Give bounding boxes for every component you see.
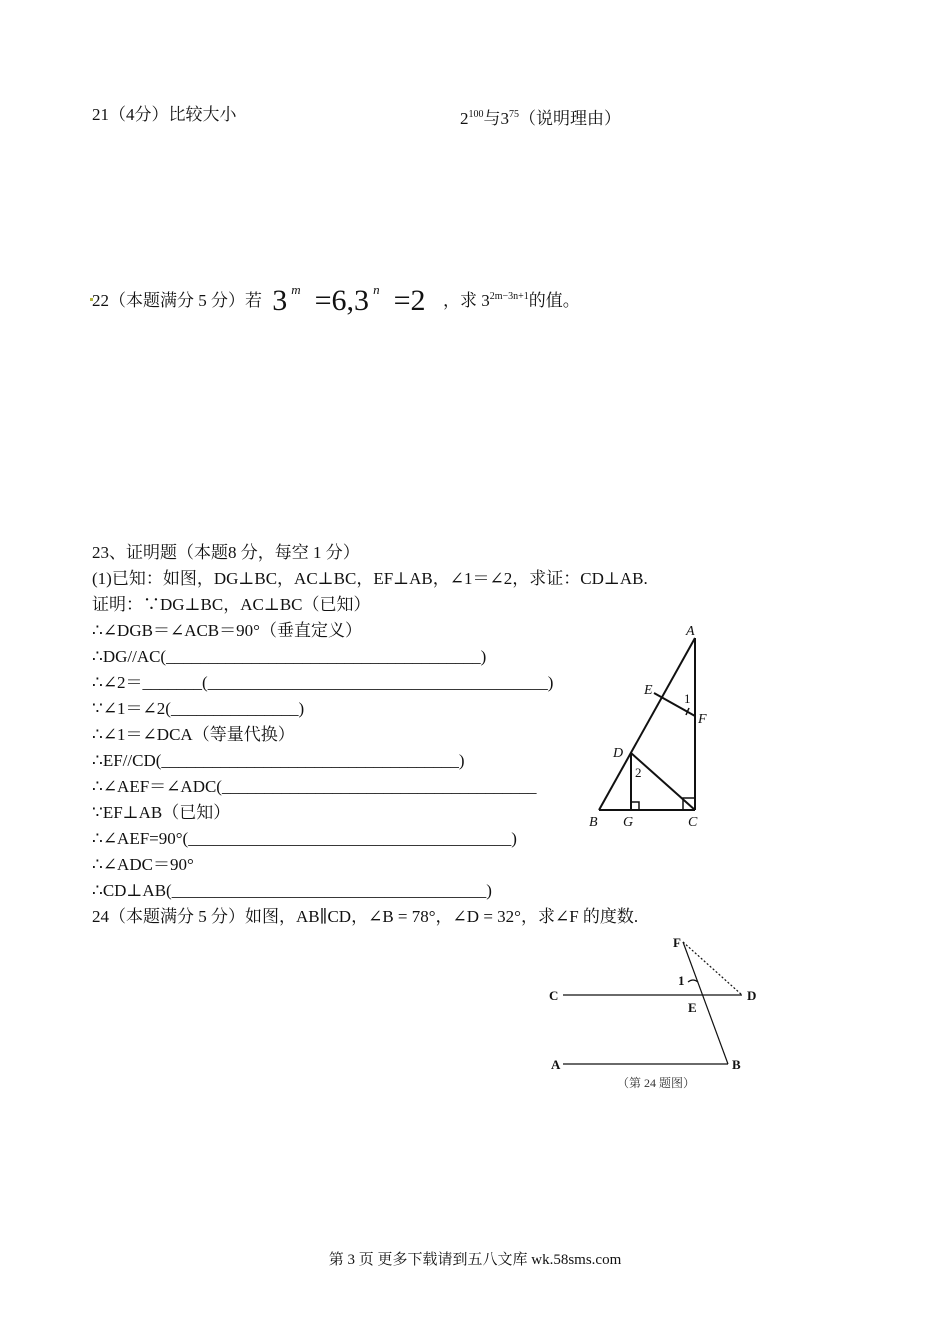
- q22-label: 22（本题满分 5 分）若: [92, 291, 262, 310]
- q24-text: 24（本题满分 5 分）如图，AB∥CD，∠B = 78°，∠D = 32°，求∠F 的度数.: [92, 907, 639, 926]
- page-footer: 第 3 页 更多下载请到五八文库 wk.58sms.com: [328, 1252, 622, 1268]
- fig24-label-A: A: [551, 1057, 561, 1072]
- q22-ask-pre: ，求 3: [442, 291, 490, 310]
- q23-line-10: ∴∠AEF=90°(______________________________________): [92, 829, 517, 848]
- q21-label: 21（4分）比较大小: [92, 105, 237, 124]
- fig24-label-B: B: [732, 1057, 741, 1072]
- q23-line-11: ∴∠ADC＝90°: [92, 855, 194, 874]
- q23-figure: [585, 620, 725, 832]
- q23-line-4: ∴∠2＝_______(________________________________________): [92, 673, 554, 692]
- fig24-caption: （第 24 题图）: [617, 1076, 696, 1090]
- q21-tail: （说明理由）: [519, 109, 621, 128]
- q23-line-2: ∴∠DGB＝∠ACB＝90°（垂直定义）: [92, 621, 362, 640]
- fig23-label-F: F: [698, 712, 707, 727]
- fig24-label-D: D: [747, 988, 757, 1003]
- fig24-label-F: F: [673, 935, 681, 950]
- q23-line-6: ∴∠1＝∠DCA（等量代换）: [92, 725, 295, 744]
- q23-title: 23、证明题（本题8 分，每空 1 分）: [92, 543, 360, 562]
- fig23-label-E: E: [644, 683, 653, 698]
- fig23-label-G: G: [623, 815, 634, 830]
- fig23-angle-1: 1: [684, 691, 691, 706]
- fig24-label-E: E: [688, 1000, 697, 1015]
- q22: [92, 270, 580, 317]
- q22-ask-exp: 2m−3n+1: [489, 291, 529, 302]
- q23-line-9: ∵EF⊥AB（已知）: [92, 803, 231, 822]
- q21-base2: 3: [500, 109, 509, 128]
- q23-line-12: ∴CD⊥AB(_____________________________________): [92, 881, 492, 900]
- q23-line-7: ∴EF//CD(___________________________________): [92, 751, 465, 770]
- q21-mid: 与: [483, 109, 501, 128]
- q23-line-3: ∴DG//AC(_____________________________________): [92, 647, 487, 666]
- q21-exp2: 75: [509, 109, 519, 120]
- q23-line-1: 证明：∵DG⊥BC，AC⊥BC（已知）: [92, 595, 371, 614]
- fig24-angle-1: 1: [678, 973, 685, 988]
- q21-expression: [460, 104, 621, 130]
- q21-base1: 2: [460, 109, 469, 128]
- q22-equation: 3 $^m$ =6,3 $^n$ =2: [272, 282, 426, 317]
- fig23-label-C: C: [688, 815, 698, 830]
- fig23-label-D: D: [613, 746, 624, 761]
- fig23-label-B: B: [589, 815, 598, 830]
- q23-line-8: ∴∠AEF＝∠ADC(_____________________________________: [92, 777, 537, 796]
- q22-ask-post: 的值。: [528, 291, 580, 310]
- q21-exp1: 100: [468, 109, 484, 120]
- q23-line-0: (1)已知：如图，DG⊥BC，AC⊥BC，EF⊥AB，∠1＝∠2，求证：CD⊥AB.: [92, 569, 648, 588]
- fig23-label-A: A: [686, 624, 695, 639]
- q23-line-5: ∵∠1＝∠2(_______________): [92, 699, 305, 718]
- q24-figure: [545, 932, 775, 1092]
- fig23-angle-2: 2: [635, 765, 642, 780]
- fig24-label-C: C: [549, 988, 559, 1003]
